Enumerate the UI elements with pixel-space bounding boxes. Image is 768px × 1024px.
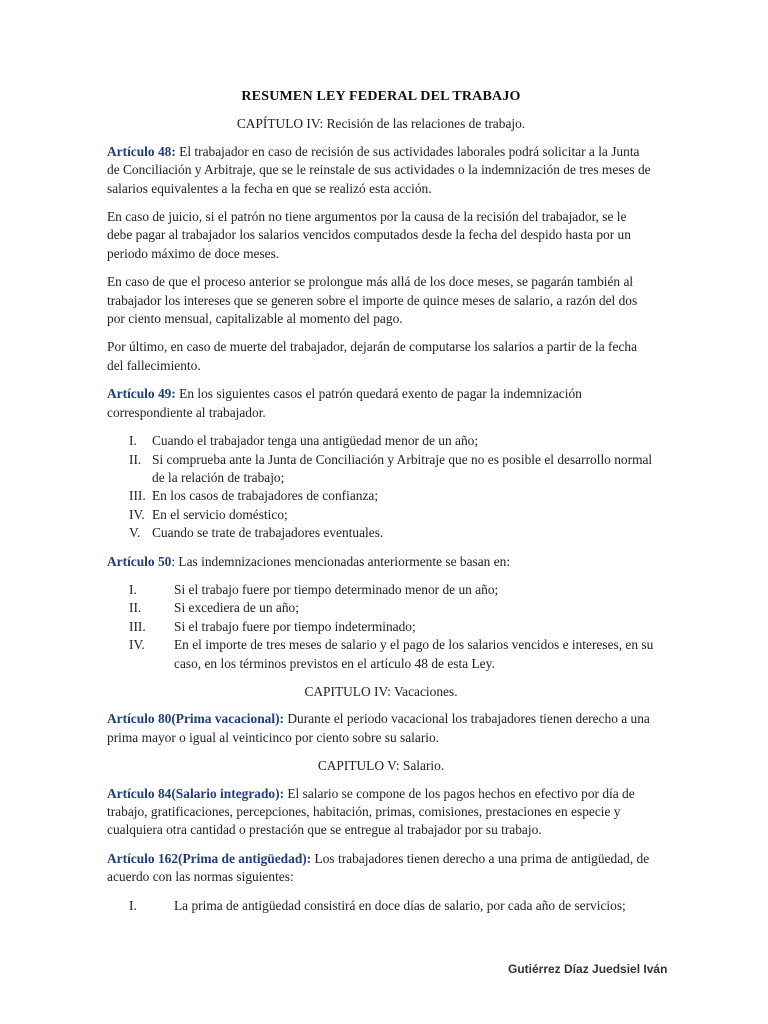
article-162-list <box>107 897 655 915</box>
chapter-heading-recision: CAPÍTULO IV: Recisión de las relaciones de trabajo. <box>236 116 526 132</box>
list-item-text: Si el trabajo fuere por tiempo determinado menor de un año; <box>174 581 499 597</box>
list-item-number: IV. <box>129 637 145 653</box>
list-item-text: Cuando el trabajador tenga una antigüedad menor de un año; <box>152 433 479 449</box>
chapter-heading-salario: CAPITULO V: Salario. <box>317 758 445 774</box>
article-80-paragraph <box>107 710 655 747</box>
paragraph-muerte: Por último, en caso de muerte del trabajador, dejarán de computarse los salarios a partir de la fecha del fallecimiento. <box>107 339 638 373</box>
article-162-text: Los trabajadores tienen derecho a una prima de antigüedad, de acuerdo con las normas siguientes: <box>107 850 650 885</box>
list-item <box>107 432 655 450</box>
list-item-number: I. <box>129 897 137 913</box>
list-item-number: III. <box>129 618 146 634</box>
list-item <box>107 599 655 617</box>
list-item <box>107 506 655 524</box>
article-50-list <box>107 581 655 673</box>
list-item-text: En los casos de trabajadores de confianza; <box>152 488 379 504</box>
article-50-text: : Las indemnizaciones mencionadas anteriormente se basan en: <box>171 553 511 569</box>
article-80-label: Artículo 80(Prima vacacional): <box>107 711 285 727</box>
list-item-number: II. <box>129 451 142 467</box>
list-item <box>107 487 655 505</box>
list-item-text: Si excediera de un año; <box>174 600 299 616</box>
article-84-label: Artículo 84(Salario integrado): <box>107 785 285 801</box>
document-title: RESUMEN LEY FEDERAL DEL TRABAJO <box>241 89 521 104</box>
article-49-text: En los siguientes casos el patrón quedará exento de pagar la indemnización correspondiente al trabajador. <box>107 386 582 420</box>
list-item-number: IV. <box>129 506 145 522</box>
article-49-list <box>107 432 655 542</box>
list-item <box>107 524 655 542</box>
article-48-text: El trabajador en caso de recisión de sus actividades laborales podrá solicitar a la Junta de Conciliación y Arbitraje, que se le reinstale de sus actividades o la indemnización de tres meses de salarios equivalentes a la fecha en que se realizó esta acción. <box>107 143 651 196</box>
paragraph-juicio: En caso de juicio, si el patrón no tiene argumentos por la causa de la recisión del trabajador, se le debe pagar al trabajador los salarios vencidos computados desde la fecha del despido hasta por un periodo máximo de doce meses. <box>107 209 631 261</box>
list-item-number: II. <box>129 600 142 616</box>
article-84-text: El salario se compone de los pagos hechos en efectivo por día de trabajo, gratificaciones, percepciones, habitación, primas, comisiones, prestaciones en especie y cualquiera otra cantidad o prestación que se entregue al trabajador por su trabajo. <box>107 785 635 838</box>
footer-author: Gutiérrez Díaz Juedsiel Iván <box>508 962 668 976</box>
paragraph-prolongue: En caso de que el proceso anterior se prolongue más allá de los doce meses, se pagarán también al trabajador los intereses que se generen sobre el importe de quince meses de salario, a razón del dos por ciento mensual, capitalizable al momento del pago. <box>107 274 638 327</box>
list-item-number: I. <box>129 581 137 597</box>
article-50-label: Artículo 50 <box>107 553 172 569</box>
list-item-text: En el importe de tres meses de salario y el pago de los salarios vencidos e intereses, en su caso, en los términos previstos en el artículo 48 de esta Ley. <box>174 637 654 671</box>
article-84-paragraph <box>107 785 655 840</box>
article-162-label: Artículo 162(Prima de antigüedad): <box>107 850 312 866</box>
list-item-number: V. <box>129 525 141 541</box>
list-item-text: En el servicio doméstico; <box>152 506 288 522</box>
list-item-text: La prima de antigüedad consistirá en doce días de salario, por cada año de servicios; <box>174 897 626 913</box>
list-item-text: Cuando se trate de trabajadores eventuales. <box>152 525 384 541</box>
list-item-number: III. <box>129 488 146 504</box>
list-item-text: Si comprueba ante la Junta de Conciliación y Arbitraje que no es posible el desarrollo normal de la relación de trabajo; <box>152 451 653 485</box>
list-item <box>107 636 655 673</box>
article-162-paragraph <box>107 850 655 887</box>
document-body <box>107 88 655 925</box>
article-50-paragraph <box>107 553 655 571</box>
list-item-number: I. <box>129 433 137 449</box>
article-48-paragraph <box>107 143 655 198</box>
article-49-label: Artículo 49: <box>107 386 176 402</box>
article-48-label: Artículo 48: <box>107 143 176 159</box>
list-item <box>107 581 655 599</box>
list-item-text: Si el trabajo fuere por tiempo indeterminado; <box>174 618 416 634</box>
list-item <box>107 451 655 488</box>
article-49-paragraph <box>107 385 655 422</box>
list-item <box>107 897 655 915</box>
list-item <box>107 618 655 636</box>
chapter-heading-vacaciones: CAPITULO IV: Vacaciones. <box>304 683 458 699</box>
article-80-text: Durante el periodo vacacional los trabajadores tienen derecho a una prima mayor o igual al veinticinco por ciento sobre su salario. <box>107 711 650 745</box>
